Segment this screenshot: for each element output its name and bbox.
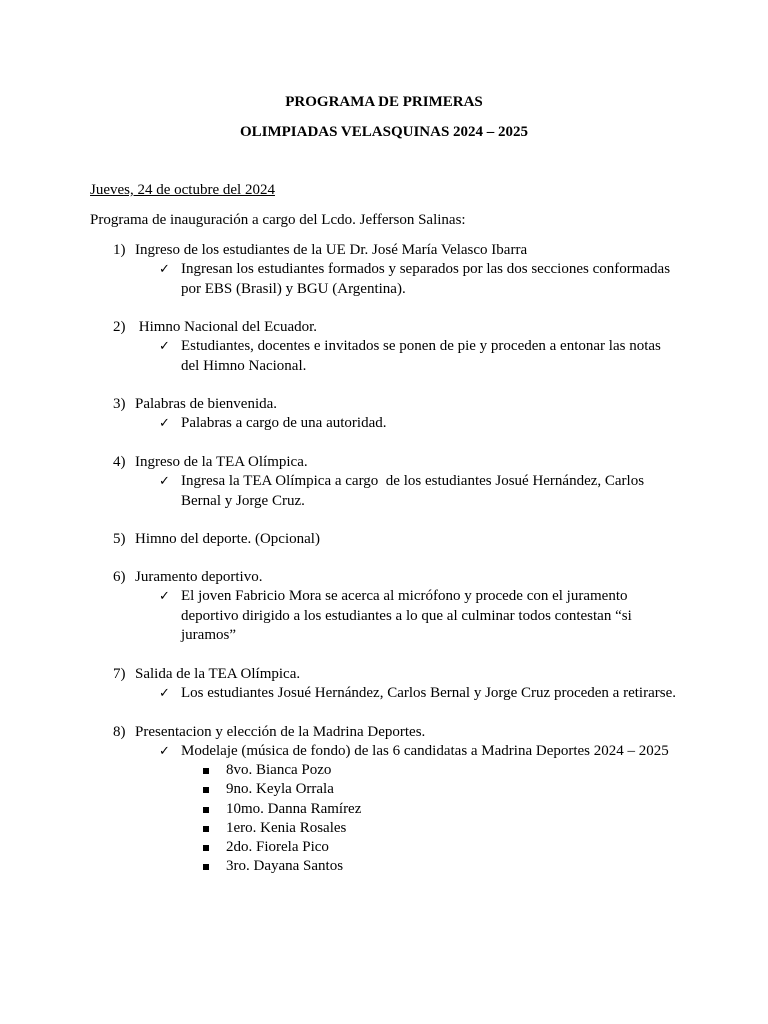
candidate-name: 10mo. Danna Ramírez (226, 800, 362, 817)
sub-item-text: Estudiantes, docentes e invitados se ponen de pie y proceden a entonar las notas del Himno Nacional. (181, 338, 661, 374)
item-number: 7) (113, 665, 126, 682)
sub-item-text: Palabras a cargo de una autoridad. (181, 415, 387, 432)
candidate-item (0, 819, 768, 838)
list-item (0, 568, 768, 646)
sub-item-text: Modelaje (música de fondo) de las 6 candidatas a Madrina Deportes 2024 – 2025 (181, 742, 669, 759)
item-number: 2) (113, 319, 126, 336)
square-bullet-icon (203, 768, 209, 774)
square-bullet-icon (203, 826, 209, 832)
sub-item (0, 260, 768, 299)
list-item (0, 665, 768, 704)
item-title: Ingreso de la TEA Olímpica. (135, 453, 308, 470)
list-item (0, 318, 768, 376)
list-item (0, 241, 768, 299)
checkmark-icon: ✓ (159, 262, 170, 277)
candidate-item (0, 800, 768, 819)
candidate-item (0, 780, 768, 799)
candidate-name: 3ro. Dayana Santos (226, 858, 344, 875)
candidate-name: 9no. Keyla Orrala (226, 781, 334, 798)
checkmark-icon: ✓ (159, 416, 170, 432)
intro-text: Programa de inauguración a cargo del Lcdo. Jefferson Salinas: (90, 212, 466, 228)
candidate-name: 2do. Fiorela Pico (226, 838, 329, 855)
item-number: 4) (113, 453, 126, 470)
candidate-name: 8vo. Bianca Pozo (226, 762, 332, 779)
title-line-1: PROGRAMA DE PRIMERAS (285, 94, 483, 110)
sub-item (0, 414, 768, 434)
checkmark-icon: ✓ (159, 743, 170, 759)
item-number: 8) (113, 723, 126, 740)
sub-item (0, 684, 768, 704)
candidate-item (0, 838, 768, 857)
item-number: 6) (113, 569, 126, 586)
list-item (0, 723, 768, 877)
square-bullet-icon (203, 864, 209, 870)
title-line-2: OLIMPIADAS VELASQUINAS 2024 – 2025 (239, 124, 529, 140)
sub-item-text: Ingresan los estudiantes formados y separados por las dos secciones conformadas por EBS (Brasil) y BGU (Argentina). (181, 261, 671, 297)
sub-item-text: El joven Fabricio Mora se acerca al micrófono y procede con el juramento deportivo dirigido a los estudiantes a lo que al culminar todos contestan “si juramos” (181, 588, 632, 644)
sub-item (0, 587, 768, 646)
item-title: Salida de la TEA Olímpica. (135, 665, 301, 682)
list-item (0, 453, 768, 511)
square-bullet-icon (203, 845, 209, 851)
item-title: Himno Nacional del Ecuador. (135, 319, 318, 336)
sub-item (0, 742, 768, 762)
item-title: Presentacion y elección de la Madrina Deportes. (135, 723, 426, 740)
candidate-list (0, 761, 768, 876)
list-item (0, 395, 768, 434)
checkmark-icon: ✓ (159, 589, 170, 605)
event-date: Jueves, 24 de octubre del 2024 (90, 182, 275, 198)
item-number: 5) (113, 531, 126, 548)
candidate-item (0, 857, 768, 876)
item-number: 1) (113, 242, 126, 258)
checkmark-icon: ✓ (159, 473, 170, 489)
square-bullet-icon (203, 787, 209, 793)
item-number: 3) (113, 396, 126, 413)
program-list (0, 241, 768, 895)
sub-item-text: Los estudiantes Josué Hernández, Carlos Bernal y Jorge Cruz proceden a retirarse. (181, 684, 676, 701)
item-title: Juramento deportivo. (135, 569, 263, 586)
candidate-name: 1ero. Kenia Rosales (226, 819, 347, 836)
checkmark-icon: ✓ (159, 685, 170, 701)
item-title: Ingreso de los estudiantes de la UE Dr. José María Velasco Ibarra (135, 242, 528, 258)
list-item (0, 530, 768, 549)
sub-item (0, 472, 768, 511)
item-title: Palabras de bienvenida. (135, 396, 278, 413)
checkmark-icon: ✓ (159, 339, 170, 355)
item-title: Himno del deporte. (Opcional) (135, 531, 320, 548)
square-bullet-icon (203, 807, 209, 813)
sub-item-text: Ingresa la TEA Olímpica a cargo de los estudiantes Josué Hernández, Carlos Bernal y Jorge Cruz. (181, 472, 648, 509)
sub-item (0, 337, 768, 376)
candidate-item (0, 761, 768, 780)
